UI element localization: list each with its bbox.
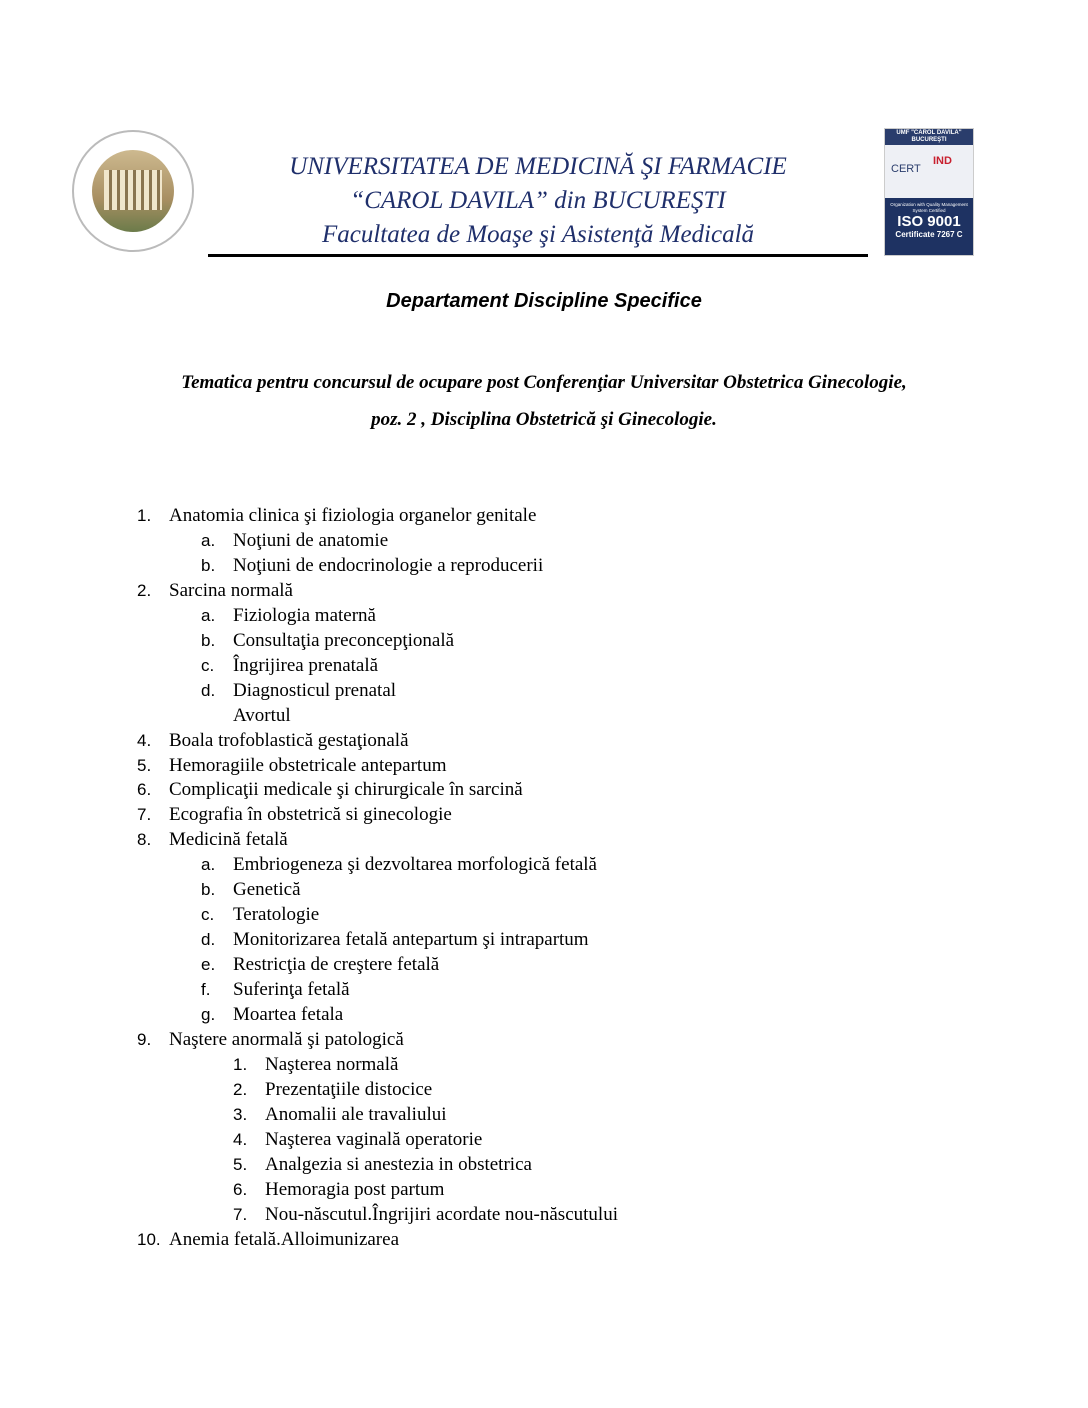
list-item-marker: 6. [233,1179,248,1199]
iso-badge-top: UMF "CAROL DAVILA" BUCUREŞTI [885,129,973,145]
list-item: Complicaţii medicale şi chirurgicale în sarcină [169,779,523,801]
list-item-marker: 4. [233,1129,248,1149]
list-item-marker: 2. [233,1079,248,1099]
faculty-name: Facultatea de Moaşe şi Asistenţă Medicală [321,221,755,248]
university-name: UNIVERSITATEA DE MEDICINĂ ŞI FARMACIE [289,153,787,180]
document-title-line1: Tematica pentru concursul de ocupare post Conferenţiar Universitar Obstetrica Ginecologie, [181,372,907,393]
list-item: Noţiuni de endocrinologie a reproducerii [233,554,544,576]
list-item-marker: a. [201,855,216,875]
iso-standard: ISO 9001 [897,213,961,230]
list-item: Suferinţa fetală [233,979,350,1001]
list-item: Boala trofoblastică gestaţională [169,729,409,751]
list-item: Analgezia si anestezia in obstetrica [265,1153,532,1175]
list-item: Medicină fetală [169,829,288,851]
list-item-marker: b. [201,555,216,575]
list-item-marker: g. [201,1005,216,1024]
list-item: Îngrijirea prenatală [233,654,379,676]
list-item: Restricţia de creştere fetală [233,954,440,976]
list-item-marker: 9. [137,1029,152,1049]
list-item-marker: 3. [233,1104,248,1124]
list-item-marker: d. [201,680,216,700]
list-item: Anemia fetală.Alloimunizarea [169,1228,400,1250]
list-item-marker: b. [201,630,216,650]
certind-logo-right: IND [933,155,952,167]
list-item: Consultaţia preconcepţională [233,629,455,651]
list-item: Naşterea vaginală operatorie [265,1128,483,1150]
header-divider [208,254,868,257]
list-item: Naşterea normală [265,1053,399,1075]
list-item: Nou-născutul.Îngrijiri acordate nou-născutului [265,1203,618,1225]
list-item: Monitorizarea fetală antepartum şi intrapartum [233,929,589,951]
list-item: Anomalii ale travaliului [265,1103,447,1125]
iso-certificate: Certificate 7267 C [895,230,963,239]
list-item: Sarcina normală [169,579,293,601]
list-item-marker: 4. [137,730,152,750]
iso-org-text: Organization with Quality Management System Certified [890,202,968,213]
university-seal-logo [72,130,194,252]
list-item: Noţiuni de anatomie [233,529,389,551]
list-item-marker: d. [201,930,216,950]
university-city: “CAROL DAVILA” din BUCUREŞTI [350,187,726,214]
department-title: Departament Discipline Specifice [386,290,702,312]
list-item-marker: 1. [137,506,152,525]
list-item: Teratologie [233,904,320,926]
list-item-marker: 8. [137,830,152,850]
list-item-marker: 10. [137,1229,161,1249]
list-item-marker: e. [201,955,216,975]
seal-columns [104,170,162,210]
list-item-marker: a. [201,530,216,550]
list-item-marker: 1. [233,1054,248,1074]
list-item: Prezentaţiile distocice [265,1078,433,1100]
list-item: Diagnosticul prenatal [233,679,397,701]
list-item: Hemoragiile obstetricale antepartum [169,754,447,776]
list-item-marker: f. [201,980,211,1000]
list-item: Anatomia clinica şi fiziologia organelor genitale [169,505,537,526]
iso-9001-badge [884,128,974,256]
list-item-marker: c. [201,905,215,925]
list-item: Genetică [233,879,301,901]
list-item-marker: b. [201,880,216,900]
certind-logo-left: CERT [891,163,921,175]
list-item: Fiziologia maternă [233,604,376,626]
list-item-marker: 2. [137,580,152,600]
list-item: Embriogeneza şi dezvoltarea morfologică fetală [233,854,597,876]
certind-logo [885,145,973,198]
list-item: Naştere anormală şi patologică [169,1028,404,1050]
document-title-line2: poz. 2 , Disciplina Obstetrică şi Ginecologie. [371,409,717,430]
iso-badge-bottom [885,198,973,255]
list-item-marker: c. [201,655,215,675]
list-item: Avortul [233,704,291,726]
list-item-marker: a. [201,605,216,625]
list-item-marker: 7. [137,805,152,825]
list-item: Hemoragia post partum [265,1178,445,1200]
list-item: Moartea fetala [233,1004,344,1025]
list-item-marker: 6. [137,780,152,800]
list-item-marker: 7. [233,1204,248,1224]
list-item-marker: 5. [137,755,152,775]
list-item-marker: 5. [233,1154,248,1174]
list-item: Ecografia în obstetrică si ginecologie [169,804,452,826]
